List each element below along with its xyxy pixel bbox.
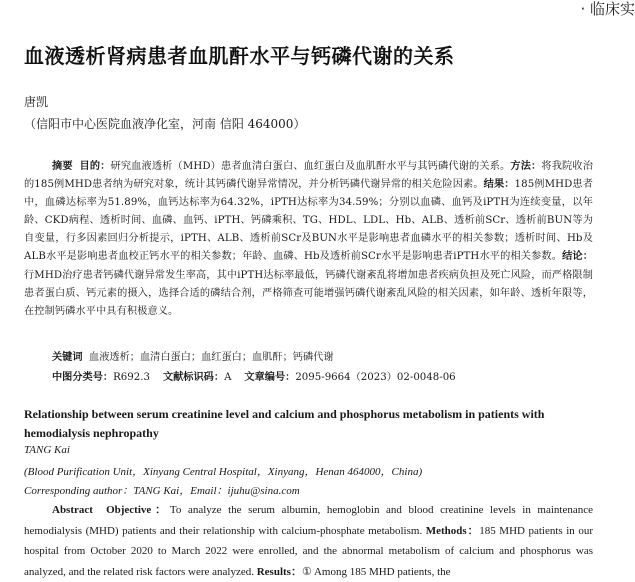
en-objective-text: To analyze the serum albumin, hemoglobin and blood creatinine levels in maintenance hemodialysis (MHD) patients and their relationship with calcium-phosphate metabolism. [24,504,593,537]
english-author: TANG Kai [24,444,70,456]
english-affiliation: (Blood Purification Unit，Xinyang Central Hospital，Xinyang，Henan 464000，China) [24,466,423,478]
clc-label: 中图分类号： [52,372,114,383]
doc-code-value: A [224,372,232,383]
en-methods-text: 185 MHD patients in our hospital from October 2020 to March 2022 were enrolled, and the abnormal metabolism of calcium and phosphorus was analyzed, and the related risk factors were analyzed. [24,524,593,578]
keywords-label: 关键词 [52,352,83,363]
article-id-label: 文章编号： [244,372,296,383]
objective-text: 研究血液透析（MHD）患者血清白蛋白、血红蛋白及血肌酐水平与其钙磷代谢的关系。 [110,161,511,172]
results-text: 185例MHD患者中，血磷达标率为51.89%，血钙达标率为64.32%，iPTH达标率为34.59%；分别以血磷、血钙及iPTH为连续变量，以年龄、CKD病程、透析时间、血磷、血钙、iPTH、钙磷乘积、TG、HDL、LDL、Hb、ALB、透析前SCr、透析前BUN等为自变量，行多因素回归分析提示，iPTH、ALB、透析前SCr及BUN水平是影响患者血磷水平的相关参数；透析时间、Hb及ALB水平是影响患者血校正钙水平的相关参数；年龄、血磷、Hb及透析前SCr水平是影响患者iPTH水平的相关参数。 [24,179,593,263]
conclusion-text: 行MHD治疗患者钙磷代谢异常发生率高，其中iPTH达标率最低，钙磷代谢紊乱将增加患者疾病负担及死亡风险，而严格限制患者蛋白质、钙元素的摄入，选择合适的磷结合剂，严格筛查可能增强钙磷代谢紊乱风险的相关因素，如年龄、透析年限等，在控制钙磷水平中具有积极意义。 [24,269,593,317]
classification-line [52,368,456,383]
abstract-chinese [24,158,593,321]
conclusion-label: 结论： [562,251,593,263]
clc-value: R692.3 [113,372,150,383]
doc-code-label: 文献标识码： [162,372,225,383]
methods-text: 将我院收治的185例MHD患者纳为研究对象，统计其钙磷代谢异常情况，并分析钙磷代谢异常的相关危险因素。 [24,161,593,191]
en-objective-label: Objective： [106,504,170,516]
article-id-value: 2095-9664（2023）02-0048-06 [295,372,456,383]
keywords [52,348,334,363]
methods-label: 方法： [510,161,542,172]
en-abstract-label: Abstract [52,504,93,516]
keywords-value: 血液透析；血清白蛋白；血红蛋白；血肌酐；钙磷代谢 [89,352,334,363]
english-title: Relationship between serum creatinine level and calcium and phosphorus metabolism in patients with hemodialysis nephropathy [24,407,545,440]
section-tag: · 临床实 [580,0,635,18]
abstract-label: 摘要 [52,161,73,172]
en-results-label: Results： [256,565,302,578]
en-methods-label: Methods： [425,524,480,537]
results-label: 结果： [483,179,515,191]
en-results-text: ① Among 185 MHD patients, the [301,565,451,578]
objective-label: 目的： [79,161,111,172]
article-title: 血液透析肾病患者血肌酐水平与钙磷代谢的关系 [24,44,455,68]
author-name: 唐凯 [24,95,49,109]
author-affiliation: （信阳市中心医院血液净化室，河南 信阳 464000） [24,117,306,131]
corresponding-author: Corresponding author：TANG Kai，Email：ijuhu@sina.com [24,485,300,497]
abstract-english [24,500,593,582]
